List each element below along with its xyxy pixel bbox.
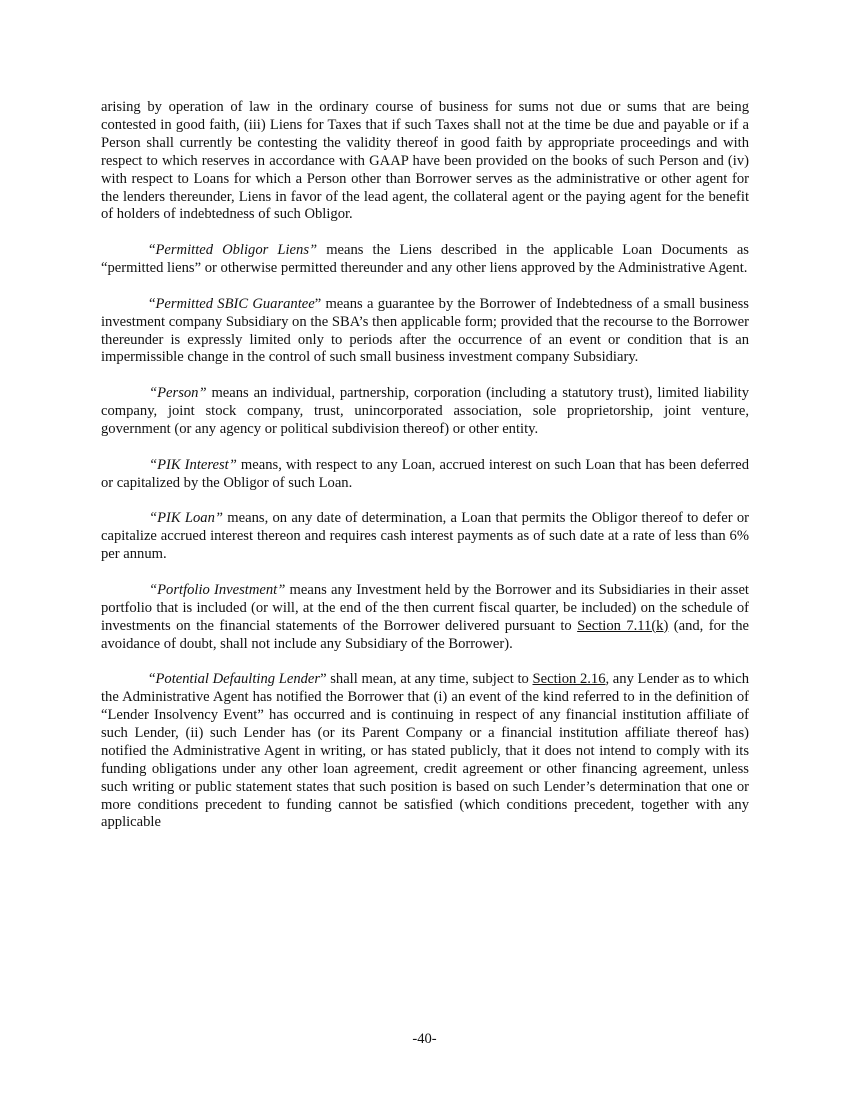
open-quote: “ bbox=[149, 242, 156, 259]
definition-text: means the Liens described in the applicable Loan Documents as “permitted liens” or otherwise permitted thereunder and any other liens approved by the Administrative Agent. bbox=[101, 242, 749, 277]
defined-term: Permitted Obligor Liens bbox=[155, 242, 310, 259]
close-quote: ” bbox=[198, 385, 207, 402]
definition-pik-interest bbox=[101, 457, 749, 493]
definition-text: , any Lender as to which the Administrative Agent has notified the Borrower that (i) an event of the kind referred to in the definition of “Lender Insolvency Event” has occurred and is continuing in respect of any financial institution affiliate of such Lender, (ii) such Lender has (or its Parent Company or a financial institution affiliate thereof has) notified the Administrative Agent in writing, or has stated publicly, that it does not intend to comply with its funding obligations under any other loan agreement, credit agreement or other financing agreement, unless such writing or public statement states that such position is based on such Lender’s determination that one or more conditions precedent to funding cannot be satisfied (which conditions precedent, together with any applicable bbox=[101, 671, 749, 831]
continuation-paragraph: arising by operation of law in the ordinary course of business for sums not due or sums that are being contested in good faith, (iii) Liens for Taxes that if such Taxes shall not at the time be due and payable or if a Person shall currently be contesting the validity thereof in good faith by appropriate proceedings and with respect to which reserves in accordance with GAAP have been provided on the books of such Person and (iv) with respect to Loans for which a Person other than Borrower serves as the administrative or other agent for the lenders thereunder, Liens in favor of the lead agent, the collateral agent or the paying agent for the benefit of holders of indebtedness of such Obligor. bbox=[101, 99, 749, 223]
definition-text: means an individual, partnership, corporation (including a statutory trust), limited liability company, joint stock company, trust, unincorporated association, sole proprietorship, joint venture, government (or any agency or political subdivision thereof) or other entity. bbox=[101, 385, 749, 437]
close-quote: ” bbox=[277, 581, 286, 598]
definition-text: means a guarantee by the Borrower of Indebtedness of a small business investment company Subsidiary on the SBA’s then applicable form; provided that the recourse to the Borrower thereunder is expressly limited only to periods after the occurrence of an event or condition that is an impermissible change in the control of such small business investment company Subsidiary. bbox=[101, 295, 749, 366]
close-quote: ” bbox=[309, 242, 318, 259]
defined-term: PIK Loan bbox=[157, 510, 215, 527]
defined-term: Portfolio Investment bbox=[157, 581, 278, 598]
page-number: -40- bbox=[412, 1031, 437, 1047]
open-quote: “ bbox=[149, 581, 158, 598]
open-quote: “ bbox=[149, 671, 156, 688]
close-quote: ” bbox=[228, 456, 237, 473]
definition-text: (and, for the avoidance of doubt, shall not include any Subsidiary of the Borrower). bbox=[101, 617, 750, 652]
defined-term: PIK Interest bbox=[157, 456, 229, 473]
definition-permitted-sbic-guarantee bbox=[101, 296, 749, 368]
definition-text: shall mean, at any time, subject to bbox=[326, 671, 533, 688]
close-quote: ” bbox=[314, 295, 322, 312]
section-reference-link[interactable]: Section 2.16 bbox=[532, 671, 606, 688]
open-quote: “ bbox=[149, 510, 158, 527]
defined-term: Potential Defaulting Lender bbox=[155, 671, 321, 688]
open-quote: “ bbox=[149, 295, 156, 312]
open-quote: “ bbox=[149, 456, 158, 473]
defined-term: Person bbox=[157, 385, 199, 402]
close-quote: ” bbox=[320, 671, 327, 688]
definition-potential-defaulting-lender bbox=[101, 671, 749, 832]
document-page bbox=[101, 99, 749, 850]
definition-text: means any Investment held by the Borrower and its Subsidiaries in their asset portfolio that is included (or will, at the end of the then current fiscal quarter, be included) on the schedule of investments on the financial statements of the Borrower delivered pursuant to bbox=[101, 581, 749, 634]
definition-pik-loan bbox=[101, 510, 749, 564]
definition-text: means, on any date of determination, a Loan that permits the Obligor thereof to defer or capitalize accrued interest thereon and requires cash interest payments as of such date at a rate of less than 6% per annum. bbox=[101, 510, 749, 563]
defined-term: Permitted SBIC Guarantee bbox=[155, 295, 315, 312]
definition-permitted-obligor-liens bbox=[101, 242, 749, 278]
definition-portfolio-investment bbox=[101, 582, 749, 654]
definition-person bbox=[101, 385, 749, 439]
close-quote: ” bbox=[214, 510, 224, 527]
open-quote: “ bbox=[149, 385, 158, 402]
definition-text: means, with respect to any Loan, accrued interest on such Loan that has been deferred or capitalized by the Obligor of such Loan. bbox=[101, 456, 750, 491]
section-reference-link[interactable]: Section 7.11(k) bbox=[577, 617, 669, 634]
